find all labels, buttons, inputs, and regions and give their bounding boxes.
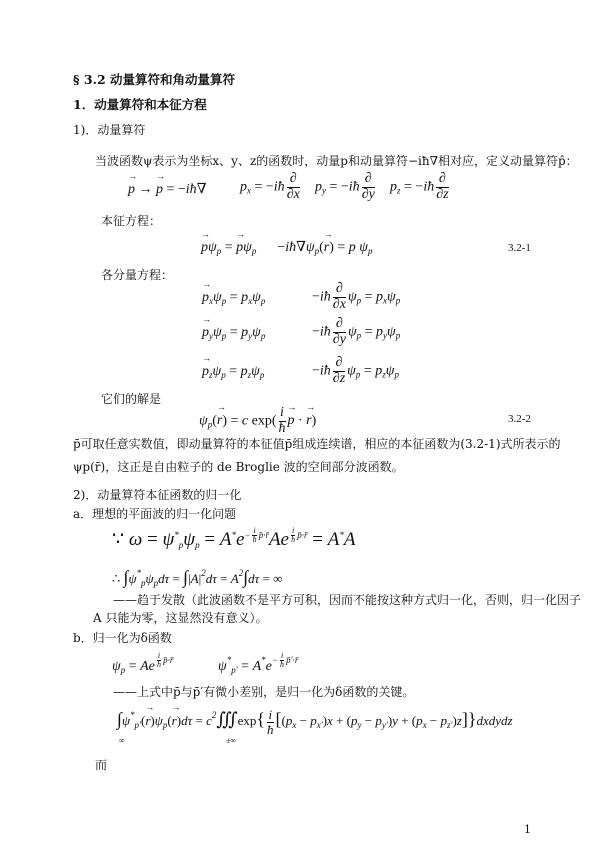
- component-label: 各分量方程：: [101, 268, 174, 282]
- solution-equation: $\psi_p(\to r) = c$ exp( $\frac{i}{ħ}$ → p · → r): [199, 406, 316, 436]
- pz-eigen-equation: → $p_z\psi_p = p_z\psi_p$: [202, 364, 264, 381]
- px-operator: $p_x$ = −iħ $\frac{\partial}{\partial x}$: [240, 171, 300, 202]
- item-2a-heading: a．理想的平面波的归一化问题: [73, 507, 237, 521]
- divergent-integral-equation: ∴ $\int\psi^*_p\psi_pd\tau = \int|A|^2d\tau = A^2\int d\tau$ = ∞: [112, 567, 283, 588]
- eigen-equation: → $p\psi_p$ = → $p\psi_p$ $-iħ\nabla\psi_p(\to r) = p$ $\psi_p$: [201, 240, 372, 257]
- continuous-spectrum-paragraph-1: p̄可取任意实数值，即动量算符的本征值p̄组成连续谱，相应的本征函数为(3.2-1)式所表示的: [73, 437, 561, 451]
- eigen-label: 本征方程：: [101, 214, 162, 228]
- px-derivative-equation: −iħ $\frac{\partial}{\partial x}$ $\psi_p = p_x\psi_p$: [312, 281, 401, 312]
- divergence-remark-2: A 只能为零，这显然没有意义）。: [93, 611, 268, 625]
- pz-operator: $p_z$ = −iħ $\frac{\partial}{\partial z}$: [390, 171, 449, 202]
- intro-paragraph: 当波函数ψ表示为坐标x、y、z的函数时，动量p和动量算符−iħ∇相对应，定义动量算符p̂：: [95, 154, 578, 168]
- page-number: 1: [524, 823, 531, 836]
- continuous-spectrum-paragraph-2: ψp(r̄)，这正是自由粒子的 de Broglie 波的空间部分波函数。: [73, 460, 404, 474]
- px-eigen-equation: → $p_x\psi_p = p_x\psi_p$: [202, 290, 265, 307]
- py-derivative-equation: −iħ $\frac{\partial}{\partial y}$ $\psi_p = p_y\psi_p$: [312, 316, 401, 347]
- equation-number-3-2-2: 3.2-2: [508, 413, 531, 425]
- psi-p-definition: $\psi_p = Ae$ $^{\frac{i}{ħ} p̄\cdot r̄}$: [112, 651, 174, 675]
- item-2b-heading: b．归一化为δ函数: [73, 631, 172, 645]
- integral-limit-infinity-left: ∞: [119, 736, 125, 745]
- solution-label: 它们的解是: [101, 392, 162, 406]
- and-word: 而: [95, 758, 108, 772]
- py-eigen-equation: → $p_y\psi_p = p_y\psi_p$: [202, 325, 265, 342]
- item-2-heading: 2)．动量算符本征函数的归一化: [73, 488, 242, 502]
- py-operator: $p_y$ = −iħ $\frac{\partial}{\partial y}$: [315, 171, 375, 202]
- subsection-title: 1．动量算符和本征方程: [73, 97, 207, 112]
- equation-number-3-2-1: 3.2-1: [508, 242, 531, 254]
- divergence-remark-1: ——趋于发散（此波函数不是平方可积，因而不能按这种方式归一化，否则，归一化因子: [113, 593, 582, 607]
- section-title: § 3.2 动量算符和角动量算符: [73, 72, 235, 87]
- item-1-heading: 1)．动量算符: [73, 123, 146, 137]
- plane-wave-normalization-equation: ∵ $\omega = \psi^*_p\psi_p = A^*e^{- \frac{i}{ħ} p̄\cdot r̄}Ae$ $^{\frac{i}{ħ} p̄\cdot r̄}$ = A*A: [112, 526, 356, 550]
- delta-normalization-integral: $\int\psi^*_{p'}(\to r)\psi_p(\to r)d\tau$ = $c^2∭\exp${ $\frac{i}{ħ}$ [$(p_x - p_{x'})x + (p_y - p_{y'})y + (p_x$ − $p_{z'})z]\}dxdydz$: [117, 708, 513, 736]
- psi-p-prime-conjugate-definition: $\psi^*_{p'} = A^*e^{- \frac{i}{ħ} p̄'\cdot r̄}$: [218, 651, 299, 675]
- pz-derivative-equation: −iħ $\frac{\partial}{\partial z}$ $\psi_p = p_z\psi_p$: [312, 355, 399, 386]
- momentum-operator-definition: → p → → p = −iħ∇: [128, 182, 206, 197]
- integral-limit-infinity-right: ±∞: [226, 736, 237, 745]
- small-difference-remark: ——上式中p̄与p̄′有微小差别，是归一化为δ函数的关键。: [113, 685, 415, 699]
